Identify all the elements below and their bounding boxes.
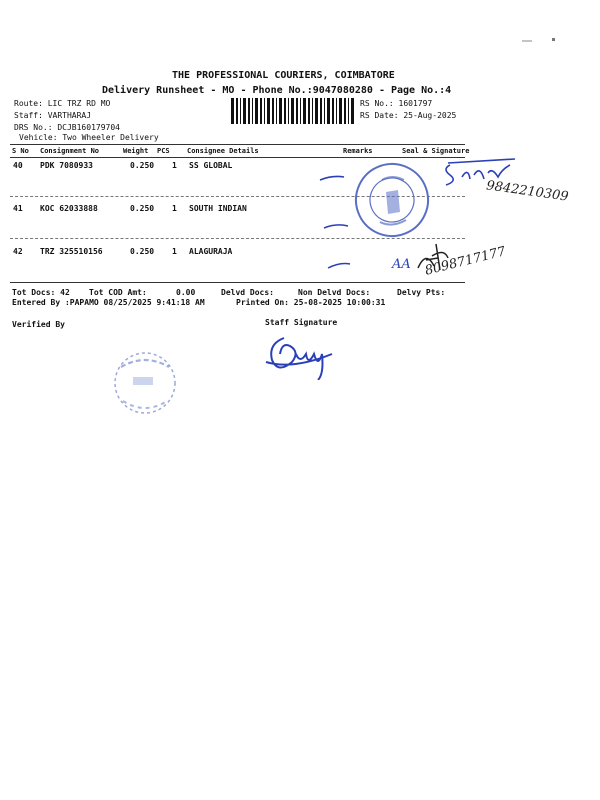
col-header-remarks: Remarks <box>343 147 373 155</box>
barcode-bar <box>344 98 346 124</box>
col-header-consignment: Consignment No <box>40 147 100 155</box>
pen-stroke-row-3 <box>326 258 356 272</box>
staff-signature-scribble <box>262 324 342 380</box>
handwritten-name-row-3: AA <box>392 257 411 272</box>
barcode-bar <box>264 98 265 124</box>
rs-number: RS No.: 1601797 <box>360 99 433 108</box>
table-header-rule <box>10 157 465 158</box>
company-seal-stamp <box>352 160 432 240</box>
barcode-bar <box>272 98 274 124</box>
barcode-bar <box>279 98 282 124</box>
tot-cod-amount: 0.00 <box>176 288 196 297</box>
staff-signature-label: Staff Signature <box>265 318 338 327</box>
barcode-bar <box>324 98 325 124</box>
verified-faded-stamp <box>105 345 185 420</box>
non-delvd-docs: Non Delvd Docs: <box>298 288 371 297</box>
row-41-pcs: 1 <box>172 204 177 213</box>
drs-barcode <box>230 98 355 124</box>
barcode-bar <box>243 98 246 124</box>
row-41-weight: 0.250 <box>130 204 155 213</box>
barcode-bar <box>240 98 241 124</box>
barcode-bar <box>291 98 294 124</box>
barcode-bar <box>348 98 349 124</box>
barcode-bar <box>296 98 298 124</box>
barcode-bar <box>248 98 250 124</box>
staff-label: Staff: VARTHARAJ <box>14 111 92 120</box>
barcode-bar <box>339 98 342 124</box>
barcode-bar <box>308 98 310 124</box>
barcode-bar <box>332 98 334 124</box>
verified-by-label: Verified By <box>12 320 65 329</box>
barcode-bar <box>300 98 301 124</box>
barcode-bar <box>260 98 262 124</box>
printed-on: Printed On: 25-08-2025 10:00:31 <box>236 298 386 307</box>
tot-cod-label: Tot COD Amt: <box>89 288 147 297</box>
drs-number: DRS No.: DCJB160179704 <box>14 123 120 132</box>
col-header-weight: Weight <box>123 147 149 155</box>
pen-stroke-row-1 <box>318 172 348 184</box>
row-42-weight: 0.250 <box>130 247 155 256</box>
table-top-rule <box>10 144 465 145</box>
barcode-bar <box>312 98 313 124</box>
pen-stroke-row-2 <box>322 220 352 232</box>
barcode-bar <box>252 98 253 124</box>
row-40-sno: 40 <box>13 161 23 170</box>
row-41-consignee: SOUTH INDIAN <box>189 204 247 213</box>
delvd-docs: Delvd Docs: <box>221 288 274 297</box>
delvy-pts: Delvy Pts: <box>397 288 446 297</box>
barcode-bar <box>284 98 286 124</box>
tot-docs: Tot Docs: 42 <box>12 288 70 297</box>
row-42-sno: 42 <box>13 247 23 256</box>
rs-date: RS Date: 25-Aug-2025 <box>360 111 457 120</box>
row-42-consignee: ALAGURAJA <box>189 247 233 256</box>
barcode-bar <box>288 98 289 124</box>
handwritten-phone-row-3: 8098717177 <box>423 244 508 279</box>
row-41-consignment: KOC 62033888 <box>40 204 98 213</box>
col-header-sno: S No <box>12 147 29 155</box>
row-42-consignment: TRZ 325510156 <box>40 247 103 256</box>
barcode-bar <box>303 98 306 124</box>
barcode-bar <box>255 98 258 124</box>
runsheet-subtitle: Delivery Runsheet - MO - Phone No.:9047080280 - Page No.:4 <box>102 85 452 96</box>
vehicle-label: Vehicle: Two Wheeler Delivery <box>19 133 159 142</box>
row-40-consignment: PDK 7080933 <box>40 161 93 170</box>
scan-marks <box>520 35 560 47</box>
row-40-pcs: 1 <box>172 161 177 170</box>
handwritten-phone-row-1: 9842210309 <box>485 178 570 205</box>
barcode-bar <box>327 98 330 124</box>
row-42-pcs: 1 <box>172 247 177 256</box>
barcode-bar <box>236 98 238 124</box>
barcode-bar <box>276 98 277 124</box>
barcode-bar <box>336 98 337 124</box>
row-41-sno: 41 <box>13 204 23 213</box>
barcode-bar <box>320 98 322 124</box>
route-label: Route: LIC TRZ RD MO <box>14 99 111 108</box>
col-header-pcs: PCS <box>157 147 170 155</box>
col-header-consignee: Consignee Details <box>187 147 259 155</box>
row-40-weight: 0.250 <box>130 161 155 170</box>
entered-by: Entered By :PAPAMO 08/25/2025 9:41:18 AM <box>12 298 205 307</box>
col-header-seal: Seal & Signature <box>402 147 470 155</box>
table-bottom-rule <box>10 282 465 283</box>
barcode-bar <box>351 98 354 124</box>
barcode-bar <box>231 98 234 124</box>
barcode-bar <box>315 98 318 124</box>
barcode-bar <box>267 98 270 124</box>
company-title: THE PROFESSIONAL COURIERS, COIMBATORE <box>172 70 395 81</box>
row-40-consignee: SS GLOBAL <box>189 161 233 170</box>
